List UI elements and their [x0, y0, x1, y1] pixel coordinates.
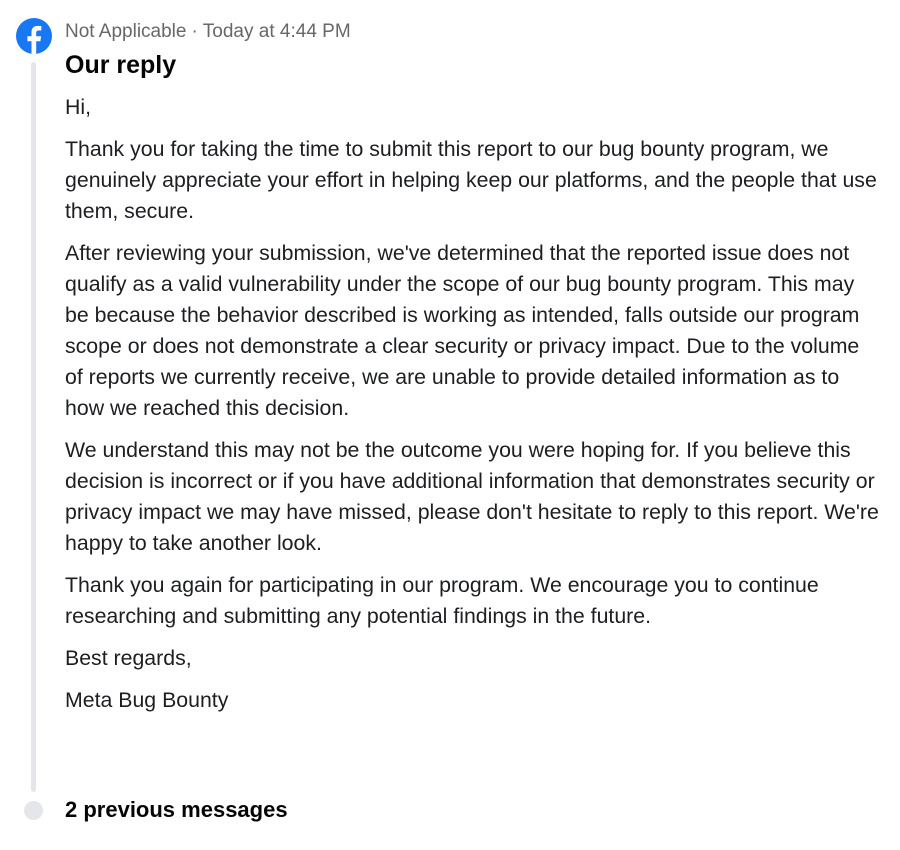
body-paragraph-1: Thank you for taking the time to submit this report to our bug bounty program, we genuinely appreciate your effort in helping keep our platforms, and the people that use them, secure.	[65, 137, 877, 223]
body-paragraph-4: Thank you again for participating in our program. We encourage you to continue researching and submitting any potential findings in the future.	[65, 573, 819, 628]
closing-text: Best regards,	[65, 646, 192, 670]
message-body	[65, 92, 880, 727]
status-label: Not Applicable	[65, 21, 187, 42]
signature-text: Meta Bug Bounty	[65, 688, 229, 712]
message-title: Our reply	[65, 51, 177, 79]
body-paragraph-3: We understand this may not be the outcome you were hoping for. If you believe this decision is incorrect or if you have additional information that demonstrates security or privacy impact we may have missed, please don't hesitate to reply to this report. We're happy to take another look.	[65, 438, 879, 555]
timeline-line	[31, 62, 36, 792]
message-header-meta	[65, 21, 351, 43]
facebook-logo-icon	[16, 18, 52, 54]
previous-messages-button[interactable]: 2 previous messages	[65, 797, 288, 822]
greeting-text: Hi,	[65, 95, 92, 119]
body-paragraph-2: After reviewing your submission, we've determined that the reported issue does not qualify as a valid vulnerability under the scope of our bug bounty program. This may be because the behavior described is working as intended, falls outside our program scope or does not demonstrate a clear security or privacy impact. Due to the volume of reports we currently receive, we are unable to provide detailed information as to how we reached this decision.	[65, 241, 860, 420]
timeline-dot	[24, 801, 43, 820]
timestamp: Today at 4:44 PM	[202, 21, 351, 42]
meta-separator: ·	[191, 21, 198, 42]
